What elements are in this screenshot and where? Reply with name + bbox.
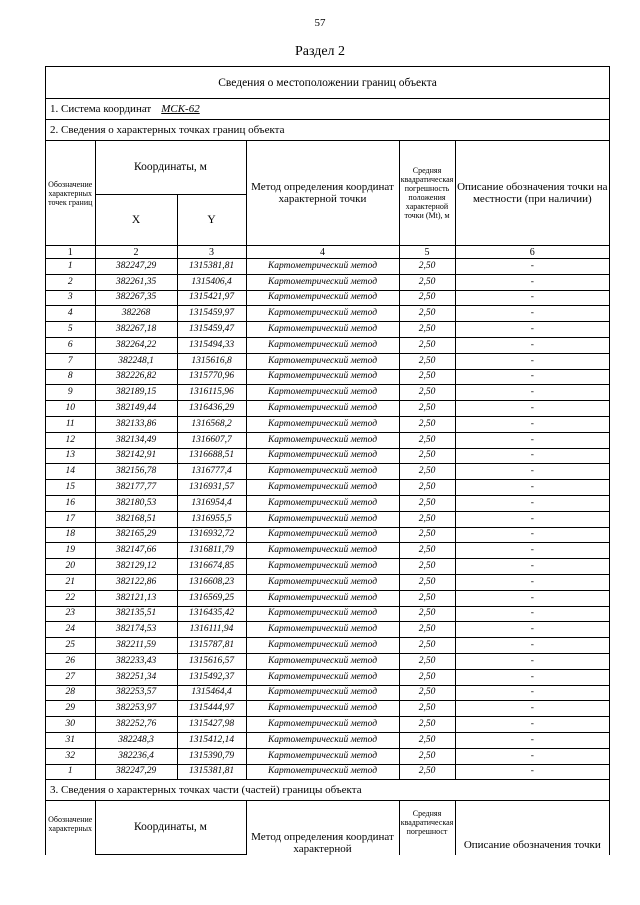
point-id-cell: 27: [46, 669, 95, 685]
x-cell: 382133,86: [95, 416, 177, 432]
table-row: [46, 606, 609, 622]
error-cell: 2,50: [399, 543, 455, 559]
description-cell: -: [455, 622, 609, 638]
table-row: [46, 480, 609, 496]
description-cell: -: [455, 732, 609, 748]
description-cell: -: [455, 511, 609, 527]
x-cell: 382177,77: [95, 480, 177, 496]
point-id-cell: 1: [46, 764, 95, 780]
description-cell: -: [455, 322, 609, 338]
col-number: 4: [246, 246, 399, 259]
x-cell: 382253,97: [95, 701, 177, 717]
point-id-cell: 29: [46, 701, 95, 717]
error-cell: 2,50: [399, 448, 455, 464]
table-row: [46, 337, 609, 353]
x-cell: 382236,4: [95, 748, 177, 764]
description-cell: -: [455, 401, 609, 417]
col-number: 2: [95, 246, 177, 259]
x-cell: 382251,34: [95, 669, 177, 685]
description-cell: -: [455, 606, 609, 622]
x-cell: 382135,51: [95, 606, 177, 622]
table-row: [46, 259, 609, 275]
x-cell: 382248,1: [95, 353, 177, 369]
y-cell: 1315459,97: [177, 306, 246, 322]
x-cell: 382142,91: [95, 448, 177, 464]
x-cell: 382267,35: [95, 290, 177, 306]
x-cell: 382268: [95, 306, 177, 322]
description-cell: -: [455, 685, 609, 701]
method-cell: Картометрический метод: [246, 606, 399, 622]
table-row: [46, 432, 609, 448]
error-cell: 2,50: [399, 369, 455, 385]
parts-header-coords: Координаты, м: [95, 801, 246, 855]
error-cell: 2,50: [399, 638, 455, 654]
point-id-cell: 24: [46, 622, 95, 638]
x-cell: 382189,15: [95, 385, 177, 401]
x-cell: 382174,53: [95, 622, 177, 638]
description-cell: -: [455, 416, 609, 432]
error-cell: 2,50: [399, 495, 455, 511]
parts-header-description: Описание обозначения точки: [455, 801, 609, 855]
point-id-cell: 28: [46, 685, 95, 701]
point-id-cell: 32: [46, 748, 95, 764]
x-cell: 382264,22: [95, 337, 177, 353]
col-number: 6: [455, 246, 609, 259]
x-cell: 382156,78: [95, 464, 177, 480]
point-id-cell: 21: [46, 574, 95, 590]
method-cell: Картометрический метод: [246, 701, 399, 717]
table-row: [46, 369, 609, 385]
y-cell: 1316569,25: [177, 590, 246, 606]
point-id-cell: 4: [46, 306, 95, 322]
point-id-cell: 1: [46, 259, 95, 275]
error-cell: 2,50: [399, 527, 455, 543]
header-description: Описание обозначения точки на местности (при наличии): [455, 141, 609, 246]
y-cell: 1315616,57: [177, 653, 246, 669]
y-cell: 1316115,96: [177, 385, 246, 401]
method-cell: Картометрический метод: [246, 353, 399, 369]
boundary-table: [46, 67, 609, 855]
y-cell: 1315616,8: [177, 353, 246, 369]
description-cell: -: [455, 638, 609, 654]
header-method: Метод определения координат характерной точки: [246, 141, 399, 246]
error-cell: 2,50: [399, 622, 455, 638]
point-id-cell: 13: [46, 448, 95, 464]
x-cell: 382247,29: [95, 259, 177, 275]
table-row: [46, 511, 609, 527]
table-row: [46, 669, 609, 685]
point-id-cell: 11: [46, 416, 95, 432]
y-cell: 1315381,81: [177, 764, 246, 780]
point-id-cell: 10: [46, 401, 95, 417]
error-cell: 2,50: [399, 432, 455, 448]
method-cell: Картометрический метод: [246, 274, 399, 290]
y-cell: 1316568,2: [177, 416, 246, 432]
y-cell: 1316932,72: [177, 527, 246, 543]
parts-header-method: Метод определения координат характерной: [246, 801, 399, 855]
method-cell: Картометрический метод: [246, 669, 399, 685]
y-cell: 1316436,29: [177, 401, 246, 417]
y-cell: 1315459,47: [177, 322, 246, 338]
method-cell: Картометрический метод: [246, 401, 399, 417]
col-number: 1: [46, 246, 95, 259]
point-id-cell: 9: [46, 385, 95, 401]
coord-system-row: [46, 99, 609, 120]
method-cell: Картометрический метод: [246, 511, 399, 527]
description-cell: -: [455, 764, 609, 780]
description-cell: -: [455, 353, 609, 369]
table-row: [46, 353, 609, 369]
section-title: Раздел 2: [294, 44, 346, 59]
table-row: [46, 322, 609, 338]
error-cell: 2,50: [399, 322, 455, 338]
error-cell: 2,50: [399, 732, 455, 748]
point-id-cell: 6: [46, 337, 95, 353]
description-cell: -: [455, 543, 609, 559]
point-id-cell: 7: [46, 353, 95, 369]
table-row: [46, 717, 609, 733]
point-id-cell: 3: [46, 290, 95, 306]
description-cell: -: [455, 669, 609, 685]
table-row: [46, 574, 609, 590]
description-cell: -: [455, 574, 609, 590]
method-cell: Картометрический метод: [246, 574, 399, 590]
method-cell: Картометрический метод: [246, 416, 399, 432]
method-cell: Картометрический метод: [246, 527, 399, 543]
method-cell: Картометрический метод: [246, 290, 399, 306]
x-cell: 382226,82: [95, 369, 177, 385]
error-cell: 2,50: [399, 748, 455, 764]
header-x: X: [95, 195, 177, 246]
point-id-cell: 23: [46, 606, 95, 622]
method-cell: Картометрический метод: [246, 590, 399, 606]
description-cell: -: [455, 369, 609, 385]
y-cell: 1315787,81: [177, 638, 246, 654]
y-cell: 1316954,4: [177, 495, 246, 511]
x-cell: 382122,86: [95, 574, 177, 590]
error-cell: 2,50: [399, 590, 455, 606]
table-row: [46, 448, 609, 464]
x-cell: 382168,51: [95, 511, 177, 527]
point-id-cell: 22: [46, 590, 95, 606]
x-cell: 382261,35: [95, 274, 177, 290]
table-row: [46, 701, 609, 717]
y-cell: 1316777,4: [177, 464, 246, 480]
error-cell: 2,50: [399, 464, 455, 480]
header-error: Средняя квадратическая погрешность положения характерной точки (Mt), м: [399, 141, 455, 246]
points-heading: 2. Сведения о характерных точках границ объекта: [46, 120, 609, 141]
description-cell: -: [455, 527, 609, 543]
method-cell: Картометрический метод: [246, 369, 399, 385]
y-cell: 1315390,79: [177, 748, 246, 764]
description-cell: -: [455, 717, 609, 733]
error-cell: 2,50: [399, 401, 455, 417]
method-cell: Картометрический метод: [246, 638, 399, 654]
description-cell: -: [455, 259, 609, 275]
y-cell: 1316931,57: [177, 480, 246, 496]
y-cell: 1315492,37: [177, 669, 246, 685]
x-cell: 382247,29: [95, 764, 177, 780]
y-cell: 1316435,42: [177, 606, 246, 622]
y-cell: 1316607,7: [177, 432, 246, 448]
table-row: [46, 559, 609, 575]
method-cell: Картометрический метод: [246, 259, 399, 275]
table-row: [46, 732, 609, 748]
method-cell: Картометрический метод: [246, 732, 399, 748]
y-cell: 1315464,4: [177, 685, 246, 701]
point-id-cell: 15: [46, 480, 95, 496]
col-number: 5: [399, 246, 455, 259]
x-cell: 382121,13: [95, 590, 177, 606]
description-cell: -: [455, 290, 609, 306]
description-cell: -: [455, 464, 609, 480]
method-cell: Картометрический метод: [246, 306, 399, 322]
description-cell: -: [455, 448, 609, 464]
y-cell: 1315421,97: [177, 290, 246, 306]
method-cell: Картометрический метод: [246, 717, 399, 733]
description-cell: -: [455, 653, 609, 669]
error-cell: 2,50: [399, 653, 455, 669]
description-cell: -: [455, 701, 609, 717]
x-cell: 382253,57: [95, 685, 177, 701]
table-row: [46, 385, 609, 401]
method-cell: Картометрический метод: [246, 653, 399, 669]
method-cell: Картометрический метод: [246, 495, 399, 511]
method-cell: Картометрический метод: [246, 559, 399, 575]
method-cell: Картометрический метод: [246, 448, 399, 464]
table-row: [46, 495, 609, 511]
error-cell: 2,50: [399, 764, 455, 780]
table-row: [46, 464, 609, 480]
y-cell: 1316674,85: [177, 559, 246, 575]
table-row: [46, 527, 609, 543]
y-cell: 1315444,97: [177, 701, 246, 717]
coord-system-label: 1. Система координат: [50, 103, 152, 115]
description-cell: -: [455, 480, 609, 496]
method-cell: Картометрический метод: [246, 480, 399, 496]
error-cell: 2,50: [399, 574, 455, 590]
error-cell: 2,50: [399, 306, 455, 322]
description-cell: -: [455, 274, 609, 290]
parts-heading: 3. Сведения о характерных точках части (частей) границы объекта: [46, 780, 609, 801]
x-cell: 382248,3: [95, 732, 177, 748]
y-cell: 1315412,14: [177, 732, 246, 748]
point-id-cell: 20: [46, 559, 95, 575]
x-cell: 382211,59: [95, 638, 177, 654]
coord-system-value: МСК-62: [161, 103, 200, 115]
y-cell: 1316688,51: [177, 448, 246, 464]
method-cell: Картометрический метод: [246, 543, 399, 559]
x-cell: 382233,43: [95, 653, 177, 669]
error-cell: 2,50: [399, 290, 455, 306]
point-id-cell: 18: [46, 527, 95, 543]
point-id-cell: 8: [46, 369, 95, 385]
y-cell: 1315381,81: [177, 259, 246, 275]
error-cell: 2,50: [399, 353, 455, 369]
x-cell: 382180,53: [95, 495, 177, 511]
method-cell: Картометрический метод: [246, 337, 399, 353]
error-cell: 2,50: [399, 259, 455, 275]
description-cell: -: [455, 432, 609, 448]
point-id-cell: 30: [46, 717, 95, 733]
error-cell: 2,50: [399, 416, 455, 432]
x-cell: 382147,66: [95, 543, 177, 559]
description-cell: -: [455, 559, 609, 575]
y-cell: 1315494,33: [177, 337, 246, 353]
point-id-cell: 12: [46, 432, 95, 448]
table-row: [46, 290, 609, 306]
table-row: [46, 416, 609, 432]
error-cell: 2,50: [399, 511, 455, 527]
table-row: [46, 748, 609, 764]
point-id-cell: 5: [46, 322, 95, 338]
point-id-cell: 25: [46, 638, 95, 654]
page-number: 57: [314, 17, 326, 29]
description-cell: -: [455, 748, 609, 764]
description-cell: -: [455, 590, 609, 606]
error-cell: 2,50: [399, 606, 455, 622]
col-number: 3: [177, 246, 246, 259]
table-row: [46, 590, 609, 606]
x-cell: 382165,29: [95, 527, 177, 543]
table-row: [46, 685, 609, 701]
point-id-cell: 31: [46, 732, 95, 748]
header-y: Y: [177, 195, 246, 246]
parts-header-error: Средняя квадратическая погрешност: [399, 801, 455, 855]
error-cell: 2,50: [399, 274, 455, 290]
error-cell: 2,50: [399, 701, 455, 717]
description-cell: -: [455, 385, 609, 401]
table-row: [46, 274, 609, 290]
point-id-cell: 14: [46, 464, 95, 480]
y-cell: 1315406,4: [177, 274, 246, 290]
point-id-cell: 19: [46, 543, 95, 559]
error-cell: 2,50: [399, 385, 455, 401]
boundary-table-sheet: [45, 66, 610, 855]
description-cell: -: [455, 495, 609, 511]
error-cell: 2,50: [399, 480, 455, 496]
x-cell: 382149,44: [95, 401, 177, 417]
error-cell: 2,50: [399, 559, 455, 575]
y-cell: 1316111,94: [177, 622, 246, 638]
table-title: Сведения о местоположении границ объекта: [46, 67, 609, 99]
y-cell: 1315427,98: [177, 717, 246, 733]
method-cell: Картометрический метод: [246, 385, 399, 401]
point-id-cell: 16: [46, 495, 95, 511]
table-row: [46, 653, 609, 669]
header-coords: Координаты, м: [95, 141, 246, 195]
parts-header-point: Обозначение характерных: [46, 801, 95, 855]
table-row: [46, 622, 609, 638]
method-cell: Картометрический метод: [246, 432, 399, 448]
column-numbers-row: [46, 246, 609, 259]
x-cell: 382129,12: [95, 559, 177, 575]
table-row: [46, 638, 609, 654]
table-row: [46, 543, 609, 559]
error-cell: 2,50: [399, 337, 455, 353]
error-cell: 2,50: [399, 685, 455, 701]
method-cell: Картометрический метод: [246, 764, 399, 780]
error-cell: 2,50: [399, 669, 455, 685]
point-id-cell: 2: [46, 274, 95, 290]
x-cell: 382252,76: [95, 717, 177, 733]
y-cell: 1316811,79: [177, 543, 246, 559]
method-cell: Картометрический метод: [246, 748, 399, 764]
error-cell: 2,50: [399, 717, 455, 733]
table-row: [46, 764, 609, 780]
method-cell: Картометрический метод: [246, 685, 399, 701]
description-cell: -: [455, 306, 609, 322]
y-cell: 1316608,23: [177, 574, 246, 590]
description-cell: -: [455, 337, 609, 353]
point-id-cell: 26: [46, 653, 95, 669]
method-cell: Картометрический метод: [246, 322, 399, 338]
x-cell: 382134,49: [95, 432, 177, 448]
point-id-cell: 17: [46, 511, 95, 527]
table-row: [46, 401, 609, 417]
y-cell: 1315770,96: [177, 369, 246, 385]
header-point: Обозначение характерных точек границ: [46, 141, 95, 246]
table-row: [46, 306, 609, 322]
y-cell: 1316955,5: [177, 511, 246, 527]
x-cell: 382267,18: [95, 322, 177, 338]
method-cell: Картометрический метод: [246, 622, 399, 638]
method-cell: Картометрический метод: [246, 464, 399, 480]
